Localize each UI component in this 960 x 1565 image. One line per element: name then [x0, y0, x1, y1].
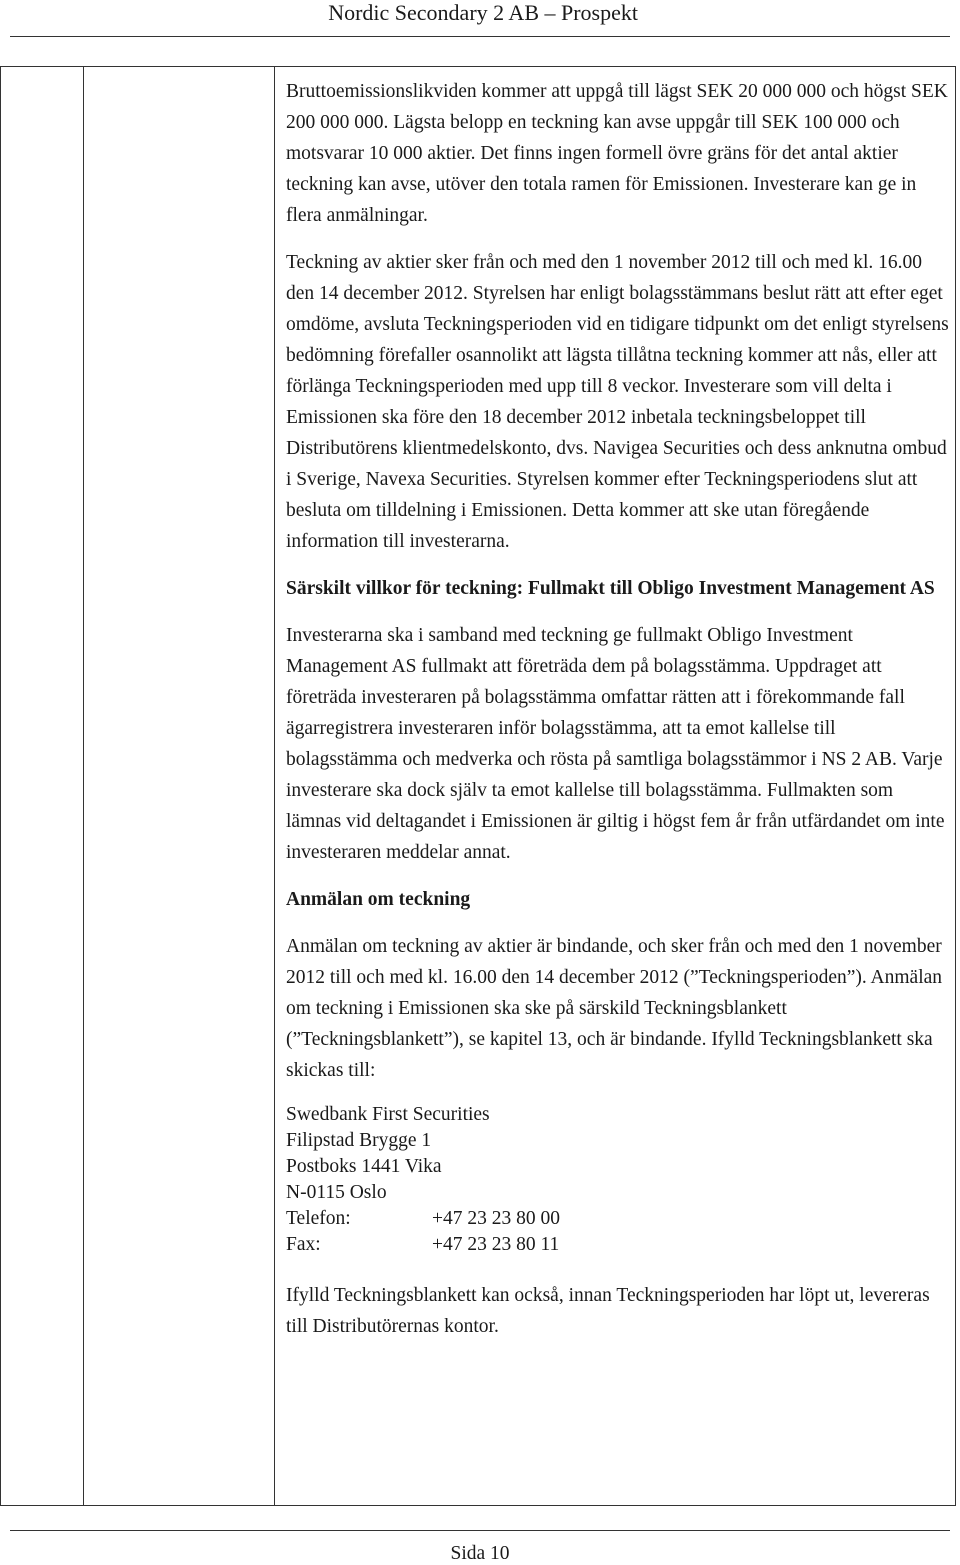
paragraph-power-of-attorney: Investerarna ska i samband med teckning ge fullmakt Obligo Investment Management AS fullmakt att företräda dem på bolagsstämma. Uppdraget att företräda investeraren på bolagsstämma omfattar rätten att i förekommande fall ägarregistrera investeraren inför bolagsstämma, att ta emot kallelse till bolagsstämma och medverka och rösta på samtliga bolagsstämmor i NS 2 AB. Varje investerare ska dock själv ta emot kallelse till bolagsstämma. Fullmakten som lämnas vid deltagandet i Emissionen är giltig i högst fem år från utfärdandet om inte investeraren meddelar annat. — [286, 625, 945, 863]
page-number: Sida 10 — [450, 1543, 510, 1564]
fax-label: Fax: — [286, 1234, 321, 1255]
header-divider — [10, 36, 950, 37]
footer-divider — [10, 1530, 950, 1531]
paragraph-proceeds: Bruttoemissionslikviden kommer att uppgå till lägst SEK 20 000 000 och högst SEK 200 000 000. Lägsta belopp en teckning kan avse uppgår till SEK 100 000 och motsvarar 10 000 aktier. Det finns ingen formell övre gräns för det antal aktier teckning kan avse, utöver den totala ramen för Emissionen. Investerare kan ge in flera anmälningar. — [286, 81, 948, 226]
page-header — [0, 0, 960, 28]
address-block — [286, 1102, 950, 1258]
paragraph-subscription-period: Teckning av aktier sker från och med den 1 november 2012 till och med kl. 16.00 den 14 december 2012. Styrelsen har enligt bolagsstämmans beslut rätt att efter eget omdöme, avsluta Teckningsperioden vid en tidigare tidpunkt om det enligt styrelsens bedömning förefaller osannolikt att lägsta tillåtna teckning kommer att nås, eller att förlänga Teckningsperioden med upp till 8 veckor. Investerare som vill delta i Emissionen ska före den 18 december 2012 inbetala teckningsbeloppet till Distributörens klientmedelskonto, dvs. Navigea Securities och dess anknutna ombud i Sverige, Navexa Securities. Styrelsen kommer efter Teckningsperiodens slut att besluta om tilldelning i Emissionen. Detta kommer att ske utan föregående information till investerarna. — [286, 252, 949, 552]
document-title: Nordic Secondary 2 AB – Prospekt — [328, 0, 638, 25]
column-divider-2 — [274, 67, 275, 1505]
heading-special-terms: Särskilt villkor för teckning: Fullmakt till Obligo Investment Management AS — [286, 578, 935, 599]
column-divider-1 — [83, 67, 84, 1505]
phone-number: +47 23 23 80 00 — [432, 1208, 560, 1229]
address-line: Filipstad Brygge 1 — [286, 1130, 432, 1151]
fax-row — [286, 1232, 950, 1258]
address-line: Postboks 1441 Vika — [286, 1156, 442, 1177]
address-line: N-0115 Oslo — [286, 1182, 387, 1203]
address-line: Swedbank First Securities — [286, 1104, 490, 1125]
phone-row — [286, 1206, 950, 1232]
main-content — [286, 76, 950, 1358]
heading-application: Anmälan om teckning — [286, 889, 471, 910]
phone-label: Telefon: — [286, 1208, 351, 1229]
paragraph-application: Anmälan om teckning av aktier är bindande, och sker från och med den 1 november 2012 till och med kl. 16.00 den 14 december 2012 (”Teckningsperioden”). Anmälan om teckning i Emissionen ska ske på särskild Teckningsblankett (”Teckningsblankett”), se kapitel 13, och är bindande. Ifylld Teckningsblankett ska skickas till: — [286, 936, 943, 1081]
fax-number: +47 23 23 80 11 — [432, 1234, 560, 1255]
paragraph-delivery: Ifylld Teckningsblankett kan också, innan Teckningsperioden har löpt ut, levereras till Distributörernas kontor. — [286, 1285, 930, 1337]
